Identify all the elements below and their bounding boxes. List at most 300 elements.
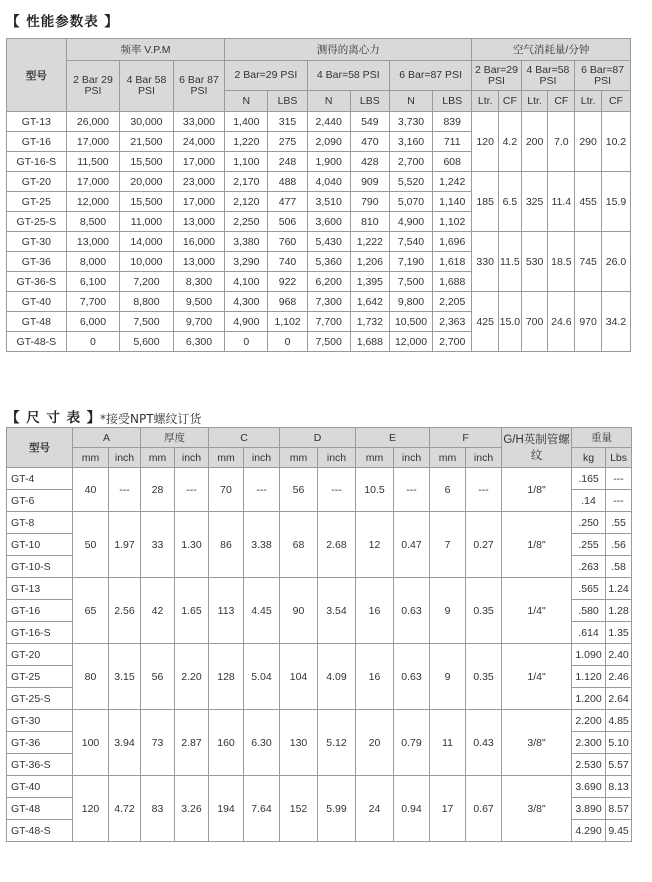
dim-value-cell: 3.15 [109,644,141,710]
air-consumption-cell: 970 [575,292,602,352]
perf-row [7,232,631,252]
dim-value-cell: 0.47 [394,512,430,578]
perf-value-cell: 3,160 [389,132,432,152]
header-model: 型号 [7,39,67,112]
perf-row [7,292,631,312]
dim-unit-lbs: Lbs [606,448,632,468]
perf-value-cell: 810 [350,212,389,232]
perf-value-cell: 3,600 [307,212,350,232]
dim-model-cell: GT-40 [7,776,73,798]
perf-value-cell: 30,000 [120,112,174,132]
air-consumption-cell: 185 [472,172,499,232]
header-frequency: 频率 V.P.M [66,39,225,61]
perf-value-cell: 315 [268,112,307,132]
perf-value-cell: 7,500 [307,332,350,352]
perf-value-cell: 1,100 [225,152,268,172]
perf-value-cell: 6,000 [66,312,120,332]
weight-kg-cell: .250 [572,512,606,534]
air-consumption-cell: 15.9 [601,172,630,232]
dim-value-cell: 0.94 [394,776,430,842]
weight-kg-cell: .14 [572,490,606,512]
dim-row [7,468,632,490]
dim-value-cell: 0.35 [466,644,502,710]
perf-value-cell: 17,000 [66,132,120,152]
perf-value-cell: 1,696 [433,232,472,252]
dim-model-cell: GT-25-S [7,688,73,710]
dim-unit-inch: inch [244,448,280,468]
dim-model-cell: GT-25 [7,666,73,688]
header-air-4bar: 4 Bar=58 PSI [521,61,575,91]
dim-row [7,710,632,732]
perf-value-cell: 5,600 [120,332,174,352]
dim-model-cell: GT-48-S [7,820,73,842]
header-unit-ltr: Ltr. [575,91,602,112]
dim-value-cell: 7.64 [244,776,280,842]
weight-lbs-cell: 1.35 [606,622,632,644]
dim-value-cell: 113 [209,578,244,644]
dim-value-cell: --- [466,468,502,512]
perf-value-cell: 7,190 [389,252,432,272]
weight-kg-cell: .565 [572,578,606,600]
dim-value-cell: 80 [73,644,109,710]
perf-value-cell: 1,688 [433,272,472,292]
perf-value-cell: 17,000 [173,152,224,172]
air-consumption-cell: 6.5 [499,172,522,232]
dim-value-cell: 4.72 [109,776,141,842]
perf-model-cell: GT-20 [7,172,67,192]
perf-value-cell: 2,250 [225,212,268,232]
perf-value-cell: 2,170 [225,172,268,192]
perf-model-cell: GT-25-S [7,212,67,232]
dim-unit-mm: mm [141,448,175,468]
perf-value-cell: 2,120 [225,192,268,212]
weight-kg-cell: 2.300 [572,732,606,754]
perf-value-cell: 7,200 [120,272,174,292]
dim-value-cell: 65 [73,578,109,644]
dim-value-cell: 0.43 [466,710,502,776]
dim-value-cell: 28 [141,468,175,512]
air-consumption-cell: 15.0 [499,292,522,352]
weight-lbs-cell: --- [606,468,632,490]
dim-unit-mm: mm [209,448,244,468]
perf-value-cell: 16,000 [173,232,224,252]
dim-value-cell: 3/8" [502,776,572,842]
perf-value-cell: 922 [268,272,307,292]
performance-table [6,38,631,352]
weight-lbs-cell: 2.64 [606,688,632,710]
perf-value-cell: 21,500 [120,132,174,152]
air-consumption-cell: 425 [472,292,499,352]
dim-value-cell: 56 [280,468,318,512]
dim-value-cell: 2.87 [175,710,209,776]
weight-kg-cell: 4.290 [572,820,606,842]
perf-value-cell: 428 [350,152,389,172]
dim-model-cell: GT-10-S [7,556,73,578]
dim-header-f: F [430,428,502,448]
perf-value-cell: 740 [268,252,307,272]
perf-value-cell: 1,102 [268,312,307,332]
dim-row [7,578,632,600]
weight-kg-cell: .580 [572,600,606,622]
header-unit-cf: CF [499,91,522,112]
air-consumption-cell: 11.4 [548,172,575,232]
dim-value-cell: 1.30 [175,512,209,578]
perf-value-cell: 909 [350,172,389,192]
perf-value-cell: 7,300 [307,292,350,312]
weight-lbs-cell: 9.45 [606,820,632,842]
header-unit-n: N [389,91,432,112]
dim-value-cell: 12 [356,512,394,578]
weight-lbs-cell: .58 [606,556,632,578]
weight-kg-cell: 2.200 [572,710,606,732]
perf-value-cell: 33,000 [173,112,224,132]
dim-header-d: D [280,428,356,448]
dim-header-thread: G/H英制管螺纹 [502,428,572,468]
dim-value-cell: 1/8" [502,468,572,512]
perf-value-cell: 9,800 [389,292,432,312]
perf-value-cell: 275 [268,132,307,152]
header-unit-lbs: LBS [350,91,389,112]
perf-value-cell: 10,000 [120,252,174,272]
perf-value-cell: 7,500 [120,312,174,332]
dim-unit-inch: inch [318,448,356,468]
dim-value-cell: --- [244,468,280,512]
air-consumption-cell: 24.6 [548,292,575,352]
perf-value-cell: 13,000 [173,212,224,232]
air-consumption-cell: 745 [575,232,602,292]
dimension-table [6,427,632,842]
weight-kg-cell: .263 [572,556,606,578]
dim-value-cell: 2.68 [318,512,356,578]
dim-value-cell: 20 [356,710,394,776]
perf-value-cell: 8,300 [173,272,224,292]
perf-value-cell: 2,700 [389,152,432,172]
perf-value-cell: 3,290 [225,252,268,272]
weight-lbs-cell: 2.40 [606,644,632,666]
perf-model-cell: GT-25 [7,192,67,212]
dim-model-cell: GT-48 [7,798,73,820]
perf-value-cell: 14,000 [120,232,174,252]
weight-lbs-cell: 8.13 [606,776,632,798]
weight-lbs-cell: .55 [606,512,632,534]
perf-value-cell: 711 [433,132,472,152]
weight-kg-cell: .255 [572,534,606,556]
air-consumption-cell: 700 [521,292,548,352]
perf-value-cell: 13,000 [173,252,224,272]
dim-header-c: C [209,428,280,448]
perf-value-cell: 3,730 [389,112,432,132]
dim-value-cell: 1/4" [502,644,572,710]
perf-value-cell: 12,000 [389,332,432,352]
dim-row [7,644,632,666]
dim-value-cell: 0.63 [394,644,430,710]
dim-value-cell: 100 [73,710,109,776]
perf-value-cell: 23,000 [173,172,224,192]
dim-value-cell: 3.54 [318,578,356,644]
air-consumption-cell: 200 [521,112,548,172]
perf-value-cell: 0 [268,332,307,352]
perf-value-cell: 2,205 [433,292,472,312]
perf-value-cell: 4,100 [225,272,268,292]
perf-value-cell: 7,700 [307,312,350,332]
perf-value-cell: 248 [268,152,307,172]
dim-value-cell: 6 [430,468,466,512]
perf-model-cell: GT-40 [7,292,67,312]
header-unit-lbs: LBS [433,91,472,112]
perf-value-cell: 968 [268,292,307,312]
header-air-2bar: 2 Bar=29 PSI [472,61,521,91]
perf-value-cell: 20,000 [120,172,174,192]
dim-model-cell: GT-16-S [7,622,73,644]
dim-value-cell: 194 [209,776,244,842]
dim-unit-mm: mm [356,448,394,468]
dim-value-cell: 0.63 [394,578,430,644]
dim-value-cell: 56 [141,644,175,710]
header-unit-cf: CF [601,91,630,112]
dim-unit-inch: inch [175,448,209,468]
header-freq-6bar: 6 Bar 87 PSI [173,61,224,112]
dim-value-cell: 2.20 [175,644,209,710]
weight-lbs-cell: --- [606,490,632,512]
weight-lbs-cell: 2.46 [606,666,632,688]
dim-value-cell: 11 [430,710,466,776]
air-consumption-cell: 290 [575,112,602,172]
dim-value-cell: 17 [430,776,466,842]
dim-header-weight: 重量 [572,428,632,448]
weight-kg-cell: 1.120 [572,666,606,688]
header-force-2bar: 2 Bar=29 PSI [225,61,307,91]
dim-value-cell: --- [318,468,356,512]
weight-kg-cell: 1.200 [572,688,606,710]
perf-value-cell: 3,510 [307,192,350,212]
dim-model-cell: GT-4 [7,468,73,490]
perf-value-cell: 8,500 [66,212,120,232]
header-force-6bar: 6 Bar=87 PSI [389,61,471,91]
perf-model-cell: GT-13 [7,112,67,132]
air-consumption-cell: 325 [521,172,548,232]
perf-value-cell: 6,200 [307,272,350,292]
header-unit-ltr: Ltr. [472,91,499,112]
air-consumption-cell: 34.2 [601,292,630,352]
perf-value-cell: 2,363 [433,312,472,332]
perf-value-cell: 470 [350,132,389,152]
dim-value-cell: 4.45 [244,578,280,644]
perf-value-cell: 4,900 [389,212,432,232]
perf-value-cell: 1,242 [433,172,472,192]
dim-value-cell: 0.79 [394,710,430,776]
perf-row [7,172,631,192]
dim-value-cell: 1.65 [175,578,209,644]
weight-lbs-cell: 5.10 [606,732,632,754]
dim-value-cell: 40 [73,468,109,512]
perf-model-cell: GT-36 [7,252,67,272]
header-unit-lbs: LBS [268,91,307,112]
perf-model-cell: GT-16-S [7,152,67,172]
perf-value-cell: 1,395 [350,272,389,292]
perf-value-cell: 2,440 [307,112,350,132]
weight-lbs-cell: 1.28 [606,600,632,622]
dim-header-a: A [73,428,141,448]
dim-value-cell: --- [394,468,430,512]
dim-row [7,512,632,534]
weight-kg-cell: 2.530 [572,754,606,776]
perf-value-cell: 549 [350,112,389,132]
dim-value-cell: 70 [209,468,244,512]
dim-unit-inch: inch [466,448,502,468]
weight-kg-cell: 3.890 [572,798,606,820]
dim-header-model: 型号 [7,428,73,468]
perf-value-cell: 12,000 [66,192,120,212]
dim-header-e: E [356,428,430,448]
header-unit-n: N [307,91,350,112]
air-consumption-cell: 10.2 [601,112,630,172]
perf-model-cell: GT-16 [7,132,67,152]
dim-model-cell: GT-6 [7,490,73,512]
perf-value-cell: 1,618 [433,252,472,272]
perf-model-cell: GT-48 [7,312,67,332]
perf-value-cell: 760 [268,232,307,252]
dim-model-cell: GT-10 [7,534,73,556]
dim-unit-inch: inch [394,448,430,468]
perf-value-cell: 0 [66,332,120,352]
perf-value-cell: 11,500 [66,152,120,172]
dim-value-cell: 4.09 [318,644,356,710]
dim-value-cell: --- [109,468,141,512]
dim-unit-mm: mm [430,448,466,468]
perf-model-cell: GT-30 [7,232,67,252]
perf-value-cell: 6,300 [173,332,224,352]
dim-unit-mm: mm [73,448,109,468]
dim-value-cell: 5.12 [318,710,356,776]
dim-value-cell: 0.35 [466,578,502,644]
dim-value-cell: 50 [73,512,109,578]
dim-unit-mm: mm [280,448,318,468]
dim-row [7,776,632,798]
dim-value-cell: 6.30 [244,710,280,776]
perf-value-cell: 15,500 [120,152,174,172]
weight-kg-cell: 1.090 [572,644,606,666]
dim-value-cell: 3.94 [109,710,141,776]
perf-value-cell: 9,500 [173,292,224,312]
dim-model-cell: GT-36 [7,732,73,754]
perf-value-cell: 1,102 [433,212,472,232]
dim-value-cell: 160 [209,710,244,776]
perf-value-cell: 0 [225,332,268,352]
perf-value-cell: 1,222 [350,232,389,252]
dim-value-cell: 86 [209,512,244,578]
perf-value-cell: 1,900 [307,152,350,172]
perf-value-cell: 11,000 [120,212,174,232]
weight-lbs-cell: 1.24 [606,578,632,600]
header-freq-4bar: 4 Bar 58 PSI [120,61,174,112]
header-unit-ltr: Ltr. [521,91,548,112]
dim-model-cell: GT-13 [7,578,73,600]
dim-value-cell: 3/8" [502,710,572,776]
perf-value-cell: 17,000 [66,172,120,192]
dim-value-cell: 1/4" [502,578,572,644]
dim-value-cell: 16 [356,578,394,644]
weight-lbs-cell: 4.85 [606,710,632,732]
perf-value-cell: 5,360 [307,252,350,272]
dim-value-cell: 3.38 [244,512,280,578]
header-centrifugal-force: 测得的离心力 [225,39,472,61]
perf-value-cell: 1,140 [433,192,472,212]
perf-value-cell: 7,540 [389,232,432,252]
perf-value-cell: 7,700 [66,292,120,312]
air-consumption-cell: 530 [521,232,548,292]
air-consumption-cell: 4.2 [499,112,522,172]
dim-value-cell: 130 [280,710,318,776]
weight-kg-cell: .165 [572,468,606,490]
perf-value-cell: 1,688 [350,332,389,352]
perf-value-cell: 4,040 [307,172,350,192]
dim-unit-kg: kg [572,448,606,468]
dim-value-cell: 3.26 [175,776,209,842]
perf-value-cell: 5,430 [307,232,350,252]
perf-value-cell: 506 [268,212,307,232]
perf-value-cell: 5,520 [389,172,432,192]
perf-value-cell: 2,090 [307,132,350,152]
perf-value-cell: 608 [433,152,472,172]
dim-header-thickness: 厚度 [141,428,209,448]
weight-lbs-cell: 8.57 [606,798,632,820]
perf-value-cell: 26,000 [66,112,120,132]
dim-value-cell: 73 [141,710,175,776]
perf-value-cell: 24,000 [173,132,224,152]
weight-kg-cell: 3.690 [572,776,606,798]
dim-value-cell: 9 [430,578,466,644]
dim-value-cell: 42 [141,578,175,644]
header-unit-cf: CF [548,91,575,112]
air-consumption-cell: 120 [472,112,499,172]
header-force-4bar: 4 Bar=58 PSI [307,61,389,91]
air-consumption-cell: 11.5 [499,232,522,292]
dim-value-cell: 24 [356,776,394,842]
weight-lbs-cell: .56 [606,534,632,556]
perf-value-cell: 1,206 [350,252,389,272]
dim-value-cell: 10.5 [356,468,394,512]
perf-value-cell: 2,700 [433,332,472,352]
dim-value-cell: 68 [280,512,318,578]
npt-note: *接受NPT螺纹订货 [100,412,202,426]
air-consumption-cell: 26.0 [601,232,630,292]
weight-kg-cell: .614 [572,622,606,644]
perf-value-cell: 488 [268,172,307,192]
dim-value-cell: 120 [73,776,109,842]
dim-model-cell: GT-30 [7,710,73,732]
dim-value-cell: 5.99 [318,776,356,842]
dim-value-cell: 0.27 [466,512,502,578]
dim-value-cell: --- [175,468,209,512]
dim-model-cell: GT-8 [7,512,73,534]
perf-value-cell: 15,500 [120,192,174,212]
perf-value-cell: 13,000 [66,232,120,252]
air-consumption-cell: 330 [472,232,499,292]
header-unit-n: N [225,91,268,112]
air-consumption-cell: 7.0 [548,112,575,172]
dim-value-cell: 90 [280,578,318,644]
perf-value-cell: 477 [268,192,307,212]
perf-value-cell: 5,070 [389,192,432,212]
dim-value-cell: 1.97 [109,512,141,578]
perf-value-cell: 17,000 [173,192,224,212]
dim-value-cell: 7 [430,512,466,578]
dim-value-cell: 104 [280,644,318,710]
dim-value-cell: 1/8" [502,512,572,578]
perf-value-cell: 790 [350,192,389,212]
dim-model-cell: GT-16 [7,600,73,622]
dim-value-cell: 2.56 [109,578,141,644]
